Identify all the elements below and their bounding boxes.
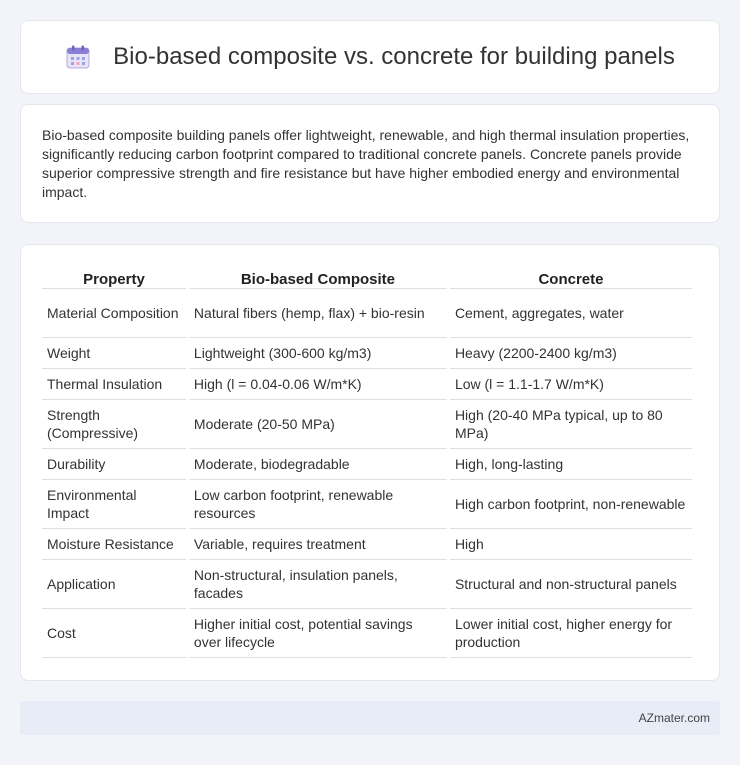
- summary-text: Bio-based composite building panels offer lightweight, renewable, and high thermal insulation properties, significantly reducing carbon footprint compared to traditional concrete panels. Concrete panels provide superior compressive strength and fire resistance but have higher embodied energy and environmental impact.: [42, 127, 690, 200]
- property-cell: Thermal Insulation: [42, 369, 186, 400]
- bio-cell: Non-structural, insulation panels, facades: [189, 560, 447, 609]
- concrete-cell: Cement, aggregates, water: [450, 289, 692, 338]
- property-cell: Cost: [42, 609, 186, 658]
- bio-cell: High (l = 0.04-0.06 W/m*K): [189, 369, 447, 400]
- header-property: Property: [42, 265, 186, 289]
- concrete-cell: High, long-lasting: [450, 449, 692, 480]
- table-card: [20, 244, 720, 681]
- footer-brand[interactable]: AZmater.com: [638, 711, 710, 725]
- bio-cell: Natural fibers (hemp, flax) + bio-resin: [189, 289, 447, 338]
- concrete-cell: Low (l = 1.1-1.7 W/m*K): [450, 369, 692, 400]
- concrete-cell: High carbon footprint, non-renewable: [450, 480, 692, 529]
- bio-cell: Lightweight (300-600 kg/m3): [189, 338, 447, 369]
- table-row: [42, 529, 692, 560]
- table-row: [42, 400, 692, 449]
- summary-card: [20, 104, 720, 223]
- header-concrete: Concrete: [450, 265, 692, 289]
- table-row: [42, 609, 692, 658]
- property-cell: Strength (Compressive): [42, 400, 186, 449]
- bio-cell: Moderate (20-50 MPa): [189, 400, 447, 449]
- table-row: [42, 449, 692, 480]
- bio-cell: Low carbon footprint, renewable resources: [189, 480, 447, 529]
- table-header-row: [42, 265, 692, 289]
- bio-cell: Higher initial cost, potential savings over lifecycle: [189, 609, 447, 658]
- table-row: [42, 338, 692, 369]
- concrete-cell: Lower initial cost, higher energy for production: [450, 609, 692, 658]
- table-row: [42, 289, 692, 338]
- property-cell: Environmental Impact: [42, 480, 186, 529]
- bio-cell: Moderate, biodegradable: [189, 449, 447, 480]
- footer-bar: [20, 701, 720, 735]
- concrete-cell: High (20-40 MPa typical, up to 80 MPa): [450, 400, 692, 449]
- bio-cell: Variable, requires treatment: [189, 529, 447, 560]
- property-cell: Durability: [42, 449, 186, 480]
- header-bio-based: Bio-based Composite: [189, 265, 447, 289]
- concrete-cell: Heavy (2200-2400 kg/m3): [450, 338, 692, 369]
- property-cell: Material Composition: [42, 289, 186, 338]
- header-card: [20, 20, 720, 94]
- calendar-icon: [65, 44, 91, 70]
- property-cell: Moisture Resistance: [42, 529, 186, 560]
- table-row: [42, 369, 692, 400]
- concrete-cell: High: [450, 529, 692, 560]
- title-wrap: [65, 43, 675, 71]
- property-cell: Weight: [42, 338, 186, 369]
- property-cell: Application: [42, 560, 186, 609]
- page-title: Bio-based composite vs. concrete for building panels: [113, 43, 675, 70]
- table-row: [42, 560, 692, 609]
- comparison-table: [39, 265, 695, 658]
- concrete-cell: Structural and non-structural panels: [450, 560, 692, 609]
- table-row: [42, 480, 692, 529]
